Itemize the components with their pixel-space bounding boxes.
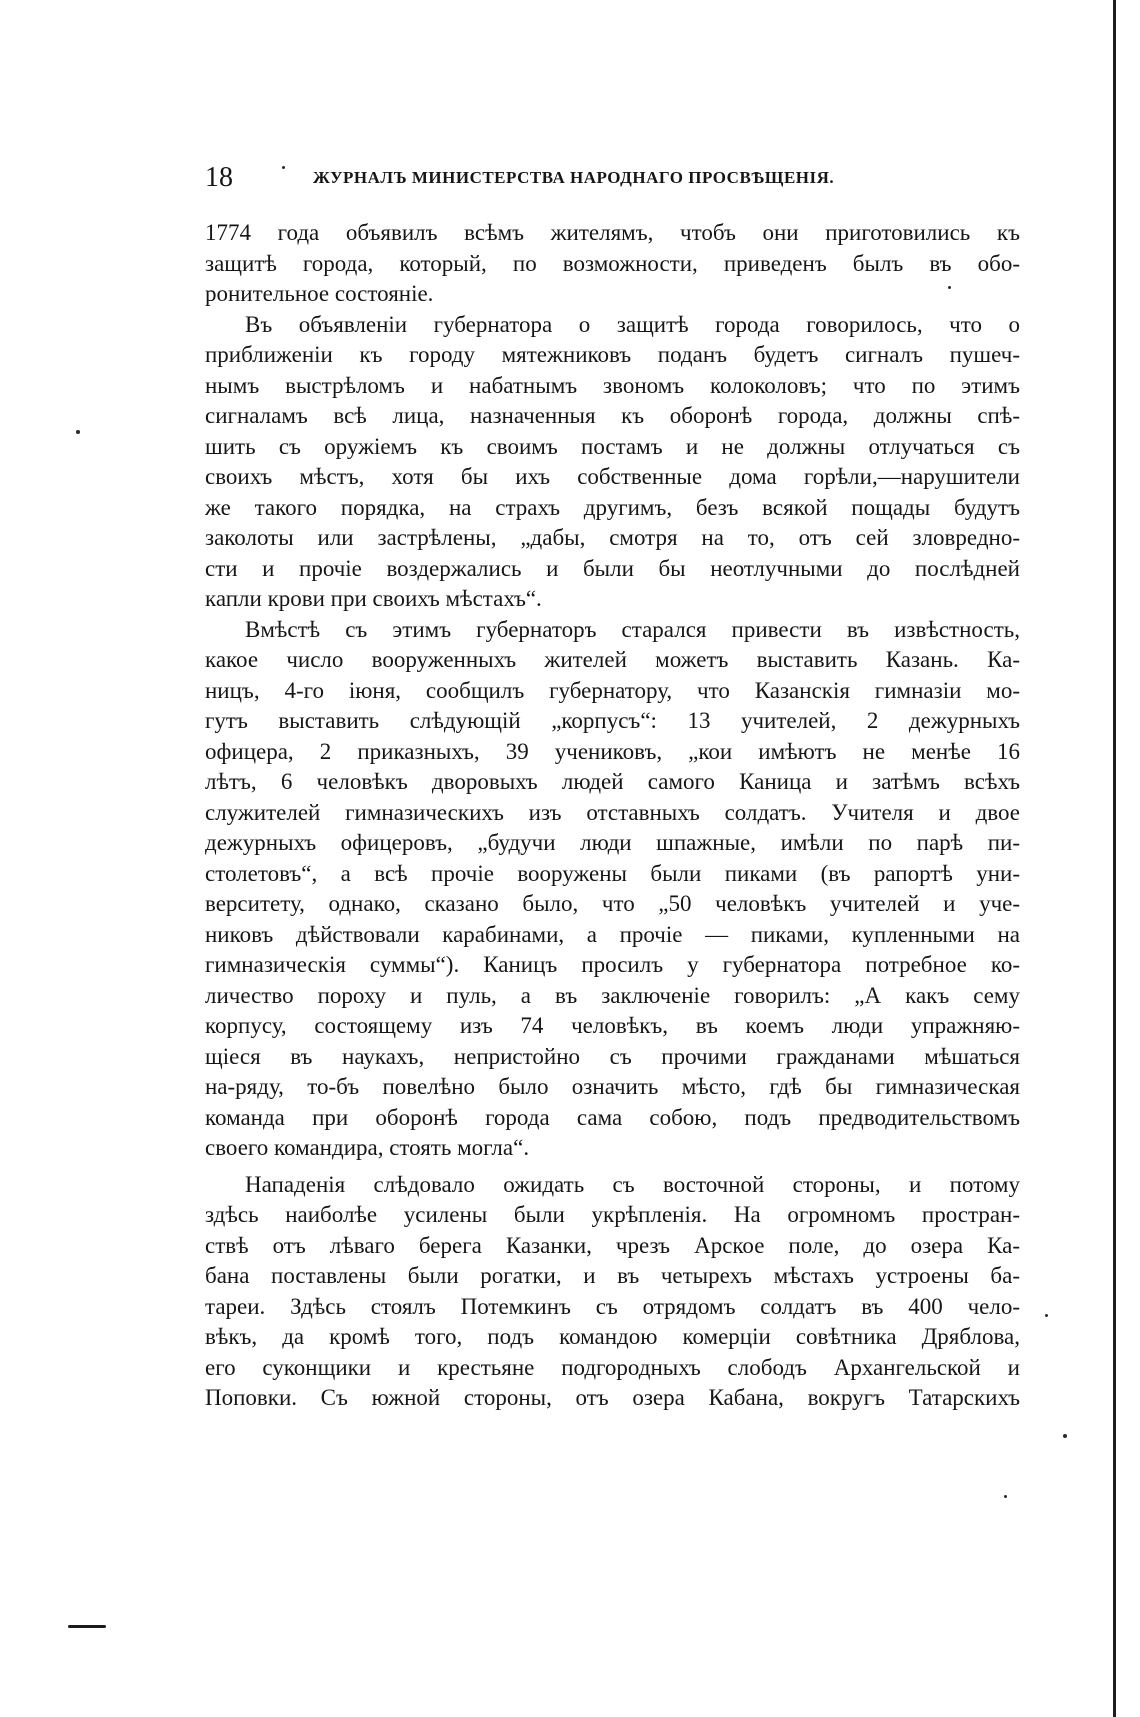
scan-speck	[1045, 1314, 1048, 1317]
text-line: Вмѣстѣ съ этимъ губернаторъ старался привести въ извѣстность,	[245, 616, 1020, 642]
text-line: щіеся въ наукахъ, непристойно съ прочими гражданами мѣшаться	[205, 1043, 1020, 1069]
paragraph	[205, 615, 1020, 1164]
text-line: же такого порядка, на страхъ другимъ, безъ всякой пощады будутъ	[205, 494, 1020, 520]
scan-speck	[948, 286, 951, 289]
text-line: офицера, 2 приказныхъ, 39 учениковъ, „кои имѣютъ не менѣе 16	[205, 738, 1020, 764]
text-line: своихъ мѣстъ, хотя бы ихъ собственные дома горѣли,—нарушители	[205, 464, 1020, 489]
text-line: гутъ выставить слѣдующій „корпусъ“: 13 учителей, 2 дежурныхъ	[205, 708, 1020, 733]
text-line: своего командира, стоять могла“.	[205, 1135, 530, 1160]
text-line: гимназическія суммы“). Каницъ просилъ у губернатора потребное ко-	[205, 952, 1020, 977]
scan-speck	[76, 430, 80, 434]
text-line: на-ряду, то-бъ повелѣно было означить мѣсто, гдѣ бы гимназическая	[205, 1074, 1020, 1099]
text-line: никовъ дѣйствовали карабинами, а прочіе — пиками, купленными на	[205, 921, 1020, 947]
running-title: ЖУРНАЛЪ МИНИСТЕРСТВА НАРОДНАГО ПРОСВѢЩЕНІЯ.	[313, 168, 835, 187]
text-line: его суконщики и крестьяне подгородныхъ слободъ Архангельской и	[205, 1354, 1020, 1380]
text-line: служителей гимназическихъ изъ отставныхъ солдатъ. Учителя и двое	[205, 799, 1020, 825]
text-line: шить съ оружіемъ къ своимъ постамъ и не должны отлучаться съ	[205, 433, 1020, 459]
text-line: какое число вооруженныхъ жителей можетъ выставить Казань. Ка-	[205, 647, 1020, 672]
text-line: Поповки. Съ южной стороны, отъ озера Кабана, вокругъ Татарскихъ	[205, 1385, 1020, 1410]
page-edge-line	[1113, 0, 1116, 1717]
text-line: бана поставлены были рогатки, и въ четырехъ мѣстахъ устроены ба-	[205, 1263, 1020, 1288]
text-line: здѣсь наиболѣе усилены были укрѣпленія. На огромномъ простран-	[205, 1202, 1020, 1227]
text-line: ницъ, 4-го іюня, сообщилъ губернатору, что Казанскія гимназіи мо-	[205, 677, 1020, 703]
scan-speck	[282, 166, 285, 169]
scan-dash-mark	[68, 1625, 106, 1628]
text-line: 1774 года объявилъ всѣмъ жителямъ, чтобъ они приготовились къ	[205, 220, 1020, 245]
text-line: ронительное состояніе.	[205, 281, 434, 306]
text-line: верситету, однако, сказано было, что „50 человѣкъ учителей и уче-	[205, 891, 1020, 916]
paragraph	[205, 218, 1020, 310]
text-line: защитѣ города, который, по возможности, приведенъ былъ въ обо-	[205, 250, 1020, 276]
text-line: тареи. Здѣсь стоялъ Потемкинъ съ отрядомъ солдатъ въ 400 чело-	[205, 1293, 1020, 1319]
text-line: столетовъ“, а всѣ прочіе вооружены были пиками (въ рапортѣ уни-	[205, 860, 1020, 886]
scan-speck	[1063, 1434, 1067, 1438]
text-line: капли крови при своихъ мѣстахъ“.	[205, 586, 542, 611]
text-line: личество пороху и пуль, а въ заключеніе говорилъ: „А какъ сему	[205, 982, 1020, 1008]
text-line: вѣкъ, да кромѣ того, подъ командою комерціи совѣтника Дряблова,	[205, 1324, 1020, 1349]
page-header	[205, 160, 1020, 196]
text-line: лѣтъ, 6 человѣкъ дворовыхъ людей самого Каница и затѣмъ всѣхъ	[205, 769, 1020, 794]
body-text	[205, 218, 1020, 1414]
text-line: ствѣ отъ лѣваго берега Казанки, чрезъ Арское поле, до озера Ка-	[205, 1232, 1020, 1258]
text-line: Нападенія слѣдовало ожидать съ восточной стороны, и потому	[245, 1171, 1020, 1197]
text-line: сти и прочіе воздержались и были бы неотлучными до послѣдней	[205, 555, 1020, 581]
scan-speck	[1004, 1495, 1007, 1498]
text-line: нымъ выстрѣломъ и набатнымъ звономъ колоколовъ; что по этимъ	[205, 372, 1020, 398]
text-line: заколоты или застрѣлены, „дабы, смотря на то, отъ сей зловредно-	[205, 525, 1020, 550]
page-number: 18	[205, 162, 233, 193]
text-line: дежурныхъ офицеровъ, „будучи люди шпажные, имѣли по парѣ пи-	[205, 830, 1020, 855]
paragraph	[205, 1170, 1020, 1414]
text-line: корпусу, состоящему изъ 74 человѣкъ, въ коемъ люди упражняю-	[205, 1013, 1020, 1038]
text-line: сигналамъ всѣ лица, назначенныя къ оборонѣ города, должны спѣ-	[205, 403, 1020, 428]
text-line: Въ объявленіи губернатора о защитѣ города говорилось, что о	[245, 311, 1020, 337]
text-line: команда при оборонѣ города сама собою, подъ предводительствомъ	[205, 1104, 1020, 1130]
paragraph	[205, 310, 1020, 615]
text-line: приближеніи къ городу мятежниковъ поданъ будетъ сигналъ пушеч-	[205, 342, 1020, 367]
